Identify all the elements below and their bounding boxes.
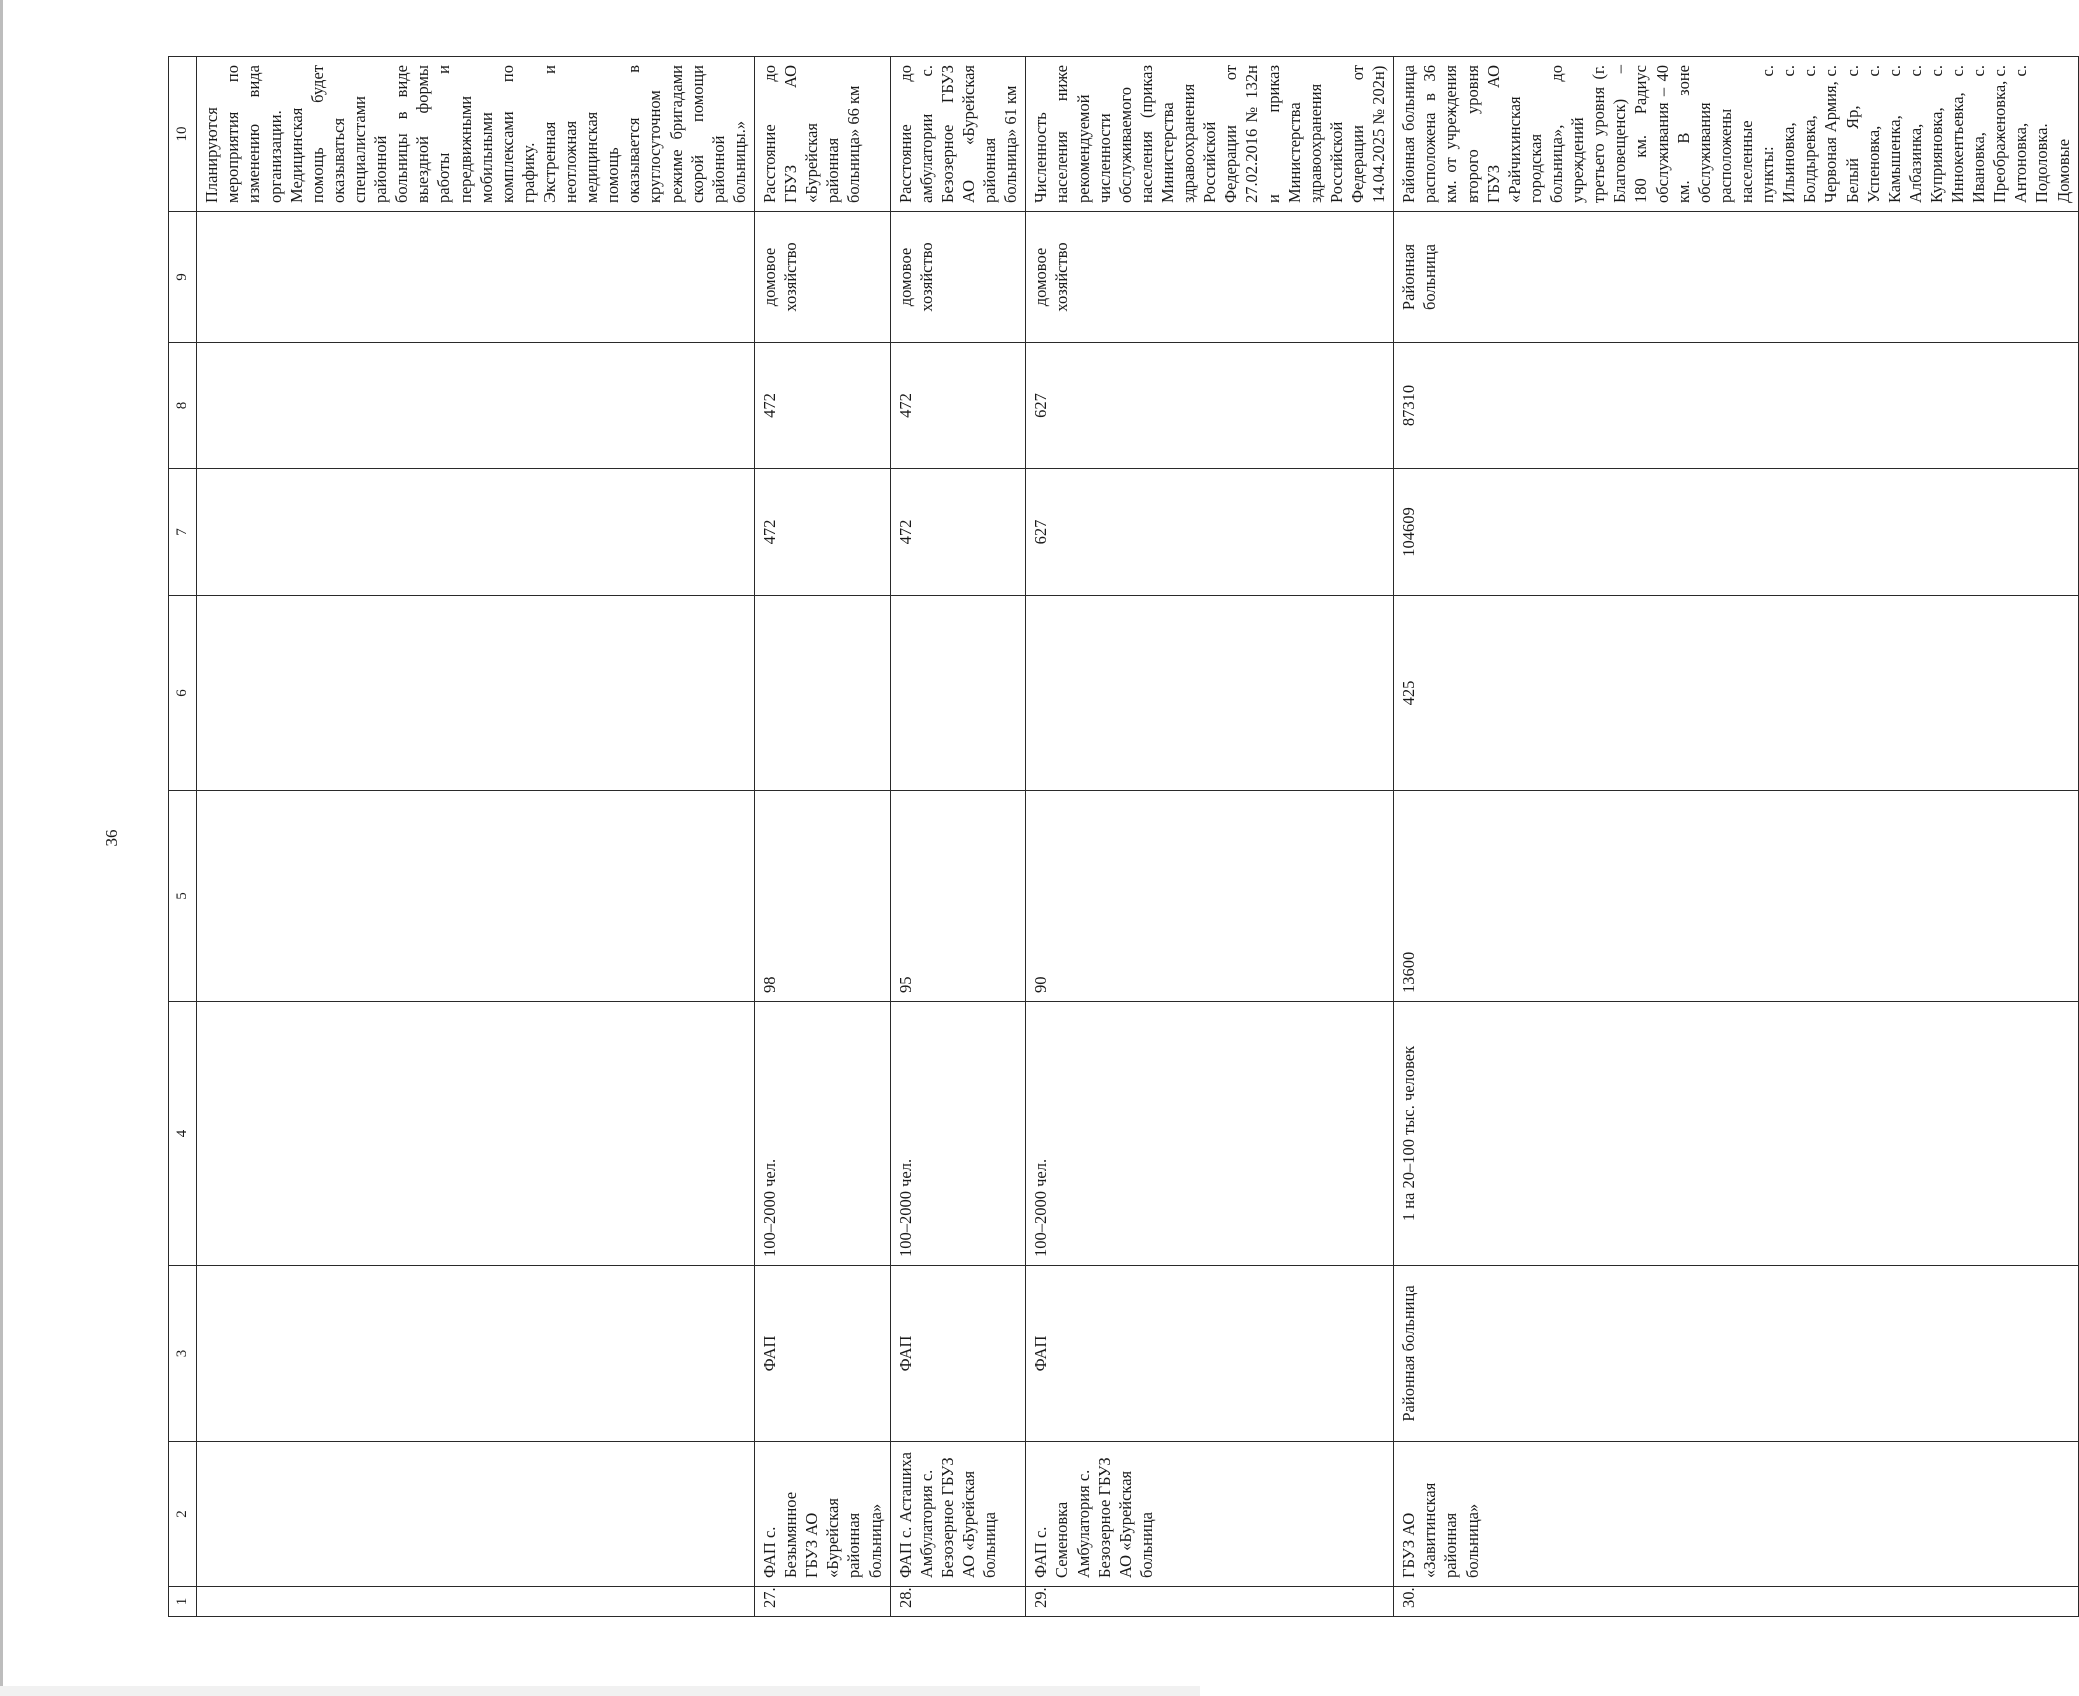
cell-col7: 104609	[1394, 469, 2079, 596]
table-cell-note: Планируются мероприятия по изменению вида организации. Медицинская помощь будет оказываться специалистами районной больницы в виде выездной формы работы и передвижными мобильными комплексами по графику. Экстренная и неотложная медицинская помощь оказывается в круглосуточном режиме бригадами скорой помощи районной больницы.»	[197, 57, 755, 212]
facility-type: ФАП	[1026, 1266, 1394, 1442]
table-row	[1026, 57, 1394, 1617]
population-norm: 100–2000 чел.	[1026, 1002, 1394, 1266]
facility-name: ФАП с. Асташиха Амбулатория с. Безозерное ГБУЗ АО «Бурейская больница	[890, 1442, 1026, 1587]
cell-col5: 13600	[1394, 791, 2079, 1002]
table-cell-note: Расстояние до ГБУЗ АО «Бурейская районная больница» 66 км	[755, 57, 891, 212]
cell-col7: 472	[755, 469, 891, 596]
rotated-table-frame	[168, 57, 2073, 1617]
table-cell-note: Районная больница расположена в 36 км. от учреждения второго уровня ГБУЗ АО «Райчихинская городская больница», до учреждений третьего уровня (г. Благовещенск) – 180 км. Радиус обслуживания – 40 км. В зоне обслуживания расположены населенные пункты: с. Ильиновка, с. Болдыревка, с. Червоная Армия, с. Белый Яр, с. Успеновка, с. Камышенка, с. Албазинка, с. Куприяновка, с. Иннокентьевка, с. Ивановка, с. Преображеновка, с. Антоновка, с. Подоловка. Домовые	[1394, 57, 2079, 212]
cell-col5: 98	[755, 791, 891, 1002]
table-row	[890, 57, 1026, 1617]
header-cell: 6	[169, 596, 197, 791]
page-number-text: 36	[102, 829, 121, 847]
header-cell: 9	[169, 212, 197, 343]
header-cell: 7	[169, 469, 197, 596]
header-cell: 1	[169, 1587, 197, 1617]
cell-col8: 472	[890, 343, 1026, 469]
header-cell: 4	[169, 1002, 197, 1266]
cell-col8: 87310	[1394, 343, 2079, 469]
facility-type: ФАП	[755, 1266, 891, 1442]
facilities-table	[168, 56, 2079, 1617]
facility-name: ГБУЗ АО «Завитинская районная больница»	[1394, 1442, 2079, 1587]
cell-col6: 425	[1394, 596, 2079, 791]
row-number: 27.	[755, 1587, 891, 1617]
table-cell	[197, 343, 755, 469]
cell-col6	[1026, 596, 1394, 791]
header-cell: 8	[169, 343, 197, 469]
table-row	[755, 57, 891, 1617]
table-cell-note: Численность населения ниже рекомендуемой численности обслуживаемого населения (приказ Министерства здравоохранения Российской Федерации от 27.02.2016 № 132н и приказ Министерства здравоохранения Российской Федерации от 14.04.2025 № 202н)	[1026, 57, 1394, 212]
cell-col5: 90	[1026, 791, 1394, 1002]
cell-col9: домовое хозяйство	[755, 212, 891, 343]
cell-col7: 472	[890, 469, 1026, 596]
table-cell-note: Расстояние до амбулатории с. Безозерное ГБУЗ АО «Бурейская районная больница» 61 км	[890, 57, 1026, 212]
cell-col7: 627	[1026, 469, 1394, 596]
cell-col9: домовое хозяйство	[1026, 212, 1394, 343]
row-number: 30.	[1394, 1587, 2079, 1617]
table-cell	[197, 469, 755, 596]
table-body	[169, 57, 2079, 1617]
table-cell	[197, 791, 755, 1002]
table-cell	[197, 596, 755, 791]
cell-col9: Районная больница	[1394, 212, 2079, 343]
cell-col9: домовое хозяйство	[890, 212, 1026, 343]
population-norm: 100–2000 чел.	[755, 1002, 891, 1266]
table-cell	[197, 1442, 755, 1587]
header-cell: 5	[169, 791, 197, 1002]
population-norm: 1 на 20–100 тыс. человек	[1394, 1002, 2079, 1266]
population-norm: 100–2000 чел.	[890, 1002, 1026, 1266]
row-number: 29.	[1026, 1587, 1394, 1617]
cell-col6	[890, 596, 1026, 791]
header-cell: 10	[169, 57, 197, 212]
header-row	[169, 57, 197, 1617]
table-cell	[197, 1587, 755, 1617]
facility-type: ФАП	[890, 1266, 1026, 1442]
header-cell: 2	[169, 1442, 197, 1587]
scan-left-edge	[0, 0, 3, 1696]
row-number: 28.	[890, 1587, 1026, 1617]
cell-col6	[755, 596, 891, 791]
table-cell	[197, 212, 755, 343]
header-cell: 3	[169, 1266, 197, 1442]
facility-name: ФАП с. Безымянное ГБУЗ АО «Бурейская районная больница»	[755, 1442, 891, 1587]
facility-name: ФАП с. Семеновка Амбулатория с. Безозерное ГБУЗ АО «Бурейская больница	[1026, 1442, 1394, 1587]
table-cell	[197, 1002, 755, 1266]
table-cell	[197, 1266, 755, 1442]
cell-col5: 95	[890, 791, 1026, 1002]
table-row-continuation	[197, 57, 755, 1617]
scan-bottom-edge	[0, 1686, 1200, 1696]
table-row	[1394, 57, 2079, 1617]
facility-type: Районная больница	[1394, 1266, 2079, 1442]
cell-col8: 627	[1026, 343, 1394, 469]
cell-col8: 472	[755, 343, 891, 469]
